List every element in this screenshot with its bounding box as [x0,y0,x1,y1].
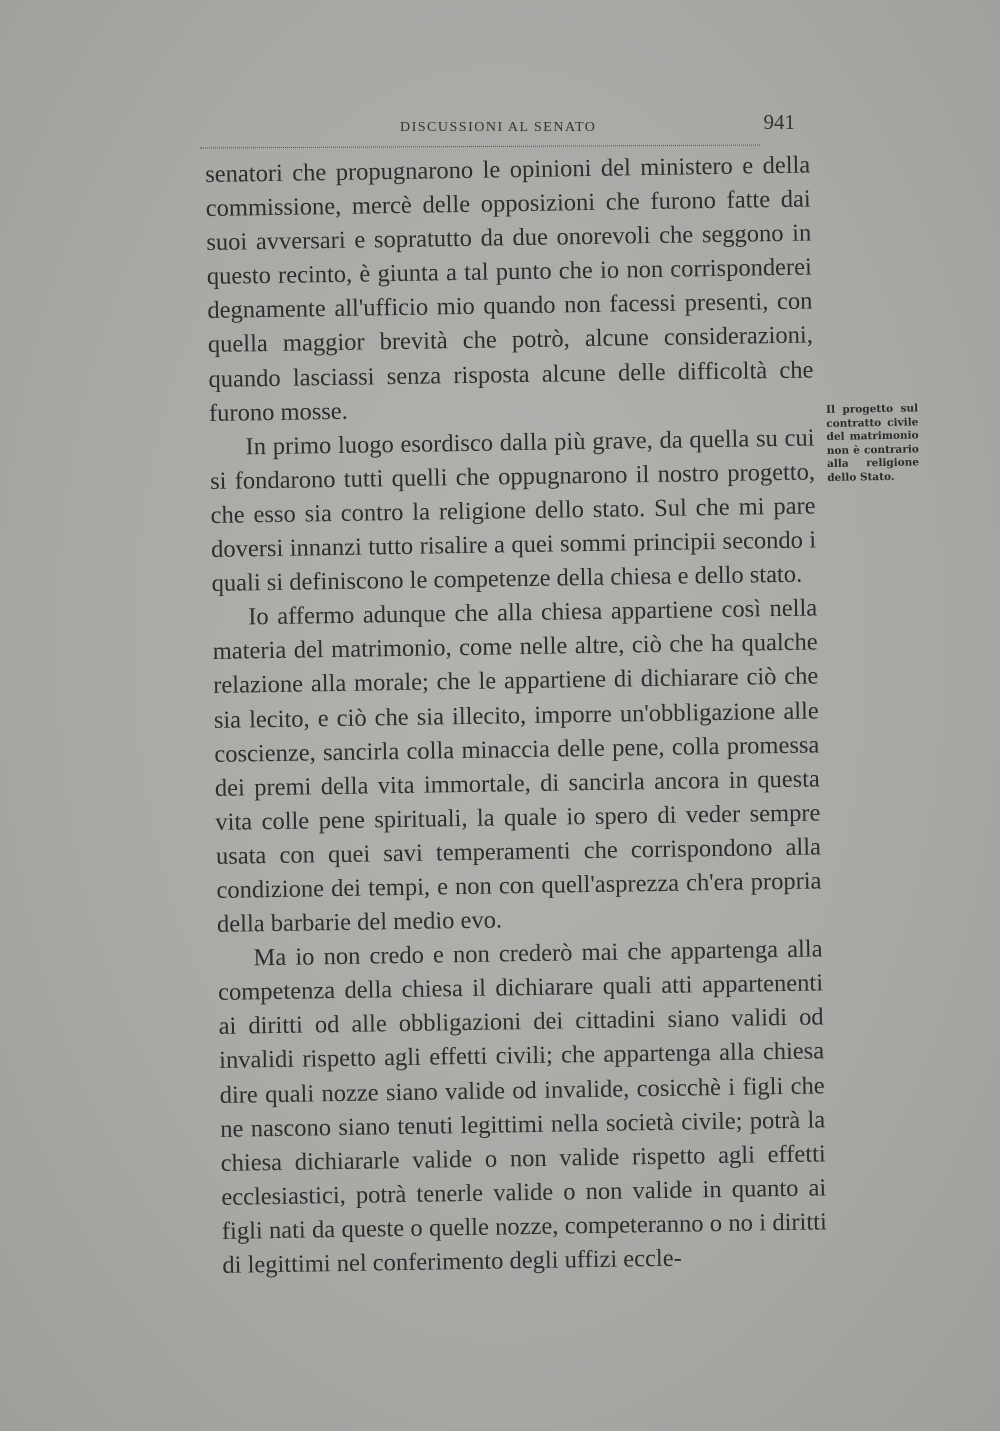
page-number: 941 [763,110,795,134]
paragraph: Io affermo adunque che alla chiesa appartiene così nella materia del matrimonio, come nelle altre, ciò che ha qualche relazione alla morale; che le appartiene di dichiarare ciò che sia lecito, e ciò che sia illecito, imporre un'obbligazione alle coscienze, sancirla colla minaccia delle pene, colla promessa dei premi della vita immortale, di sancirla ancora in questa vita colle pene spirituali, la quale io spero di veder sempre usata con quei savi temperamenti che corrispondono alla condizione dei tempi, e non con quell'asprezza ch'era propria della barbarie del medio evo. [212,594,822,938]
body-text [205,148,828,1282]
header-rule [200,145,760,149]
paragraph: Ma io non credo e non crederò mai che appartenga alla competenza della chiesa il dichiarare quali atti appartenenti ai diritti od alle obbligazioni dei cittadini siano validi od invalidi rispetto agli effetti civili; che appartenga alla chiesa dire quali nozze siano valide od invalide, cosicchè i figli che ne nascono siano tenuti legittimi nella società civile; potrà la chiesa dichiararle valide o non valide rispetto agli effetti ecclesiastici, potrà tenerle valide o non valide in quanto ai figli nati da queste o quelle nozze, competeranno o no i diritti di legittimi nel conferimento degli uffizi eccle- [217,935,827,1279]
paragraph: senatori che propugnarono le opinioni del ministero e della commissione, mercè delle opposizioni che furono fatte dai suoi avversari e sopratutto da due onorevoli che seggono in questo recinto, è giunta a tal punto che io non corrisponderei degnamente all'ufficio mio quando non facessi presenti, con quella maggior brevità che potrò, alcune considerazioni, quando lasciassi senza risposta alcune delle difficoltà che furono mosse. [205,151,814,427]
paragraph: In primo luogo esordisco dalla più grave, da quella su cui si fondarono tutti quelli che oppugnarono il nostro progetto, che esso sia contro la religione dello stato. Sul che mi pare doversi innanzi tutto risalire a quei sommi principii secondo i quali si definiscono le competenze della chiesa e dello stato. [209,424,817,598]
marginal-note: Il progetto sul contratto civile del matrimonio non è contrario alla religione dello Stato. [826,402,920,484]
running-head: DISCUSSIONI AL SENATO [400,120,597,135]
page-header [400,110,795,140]
